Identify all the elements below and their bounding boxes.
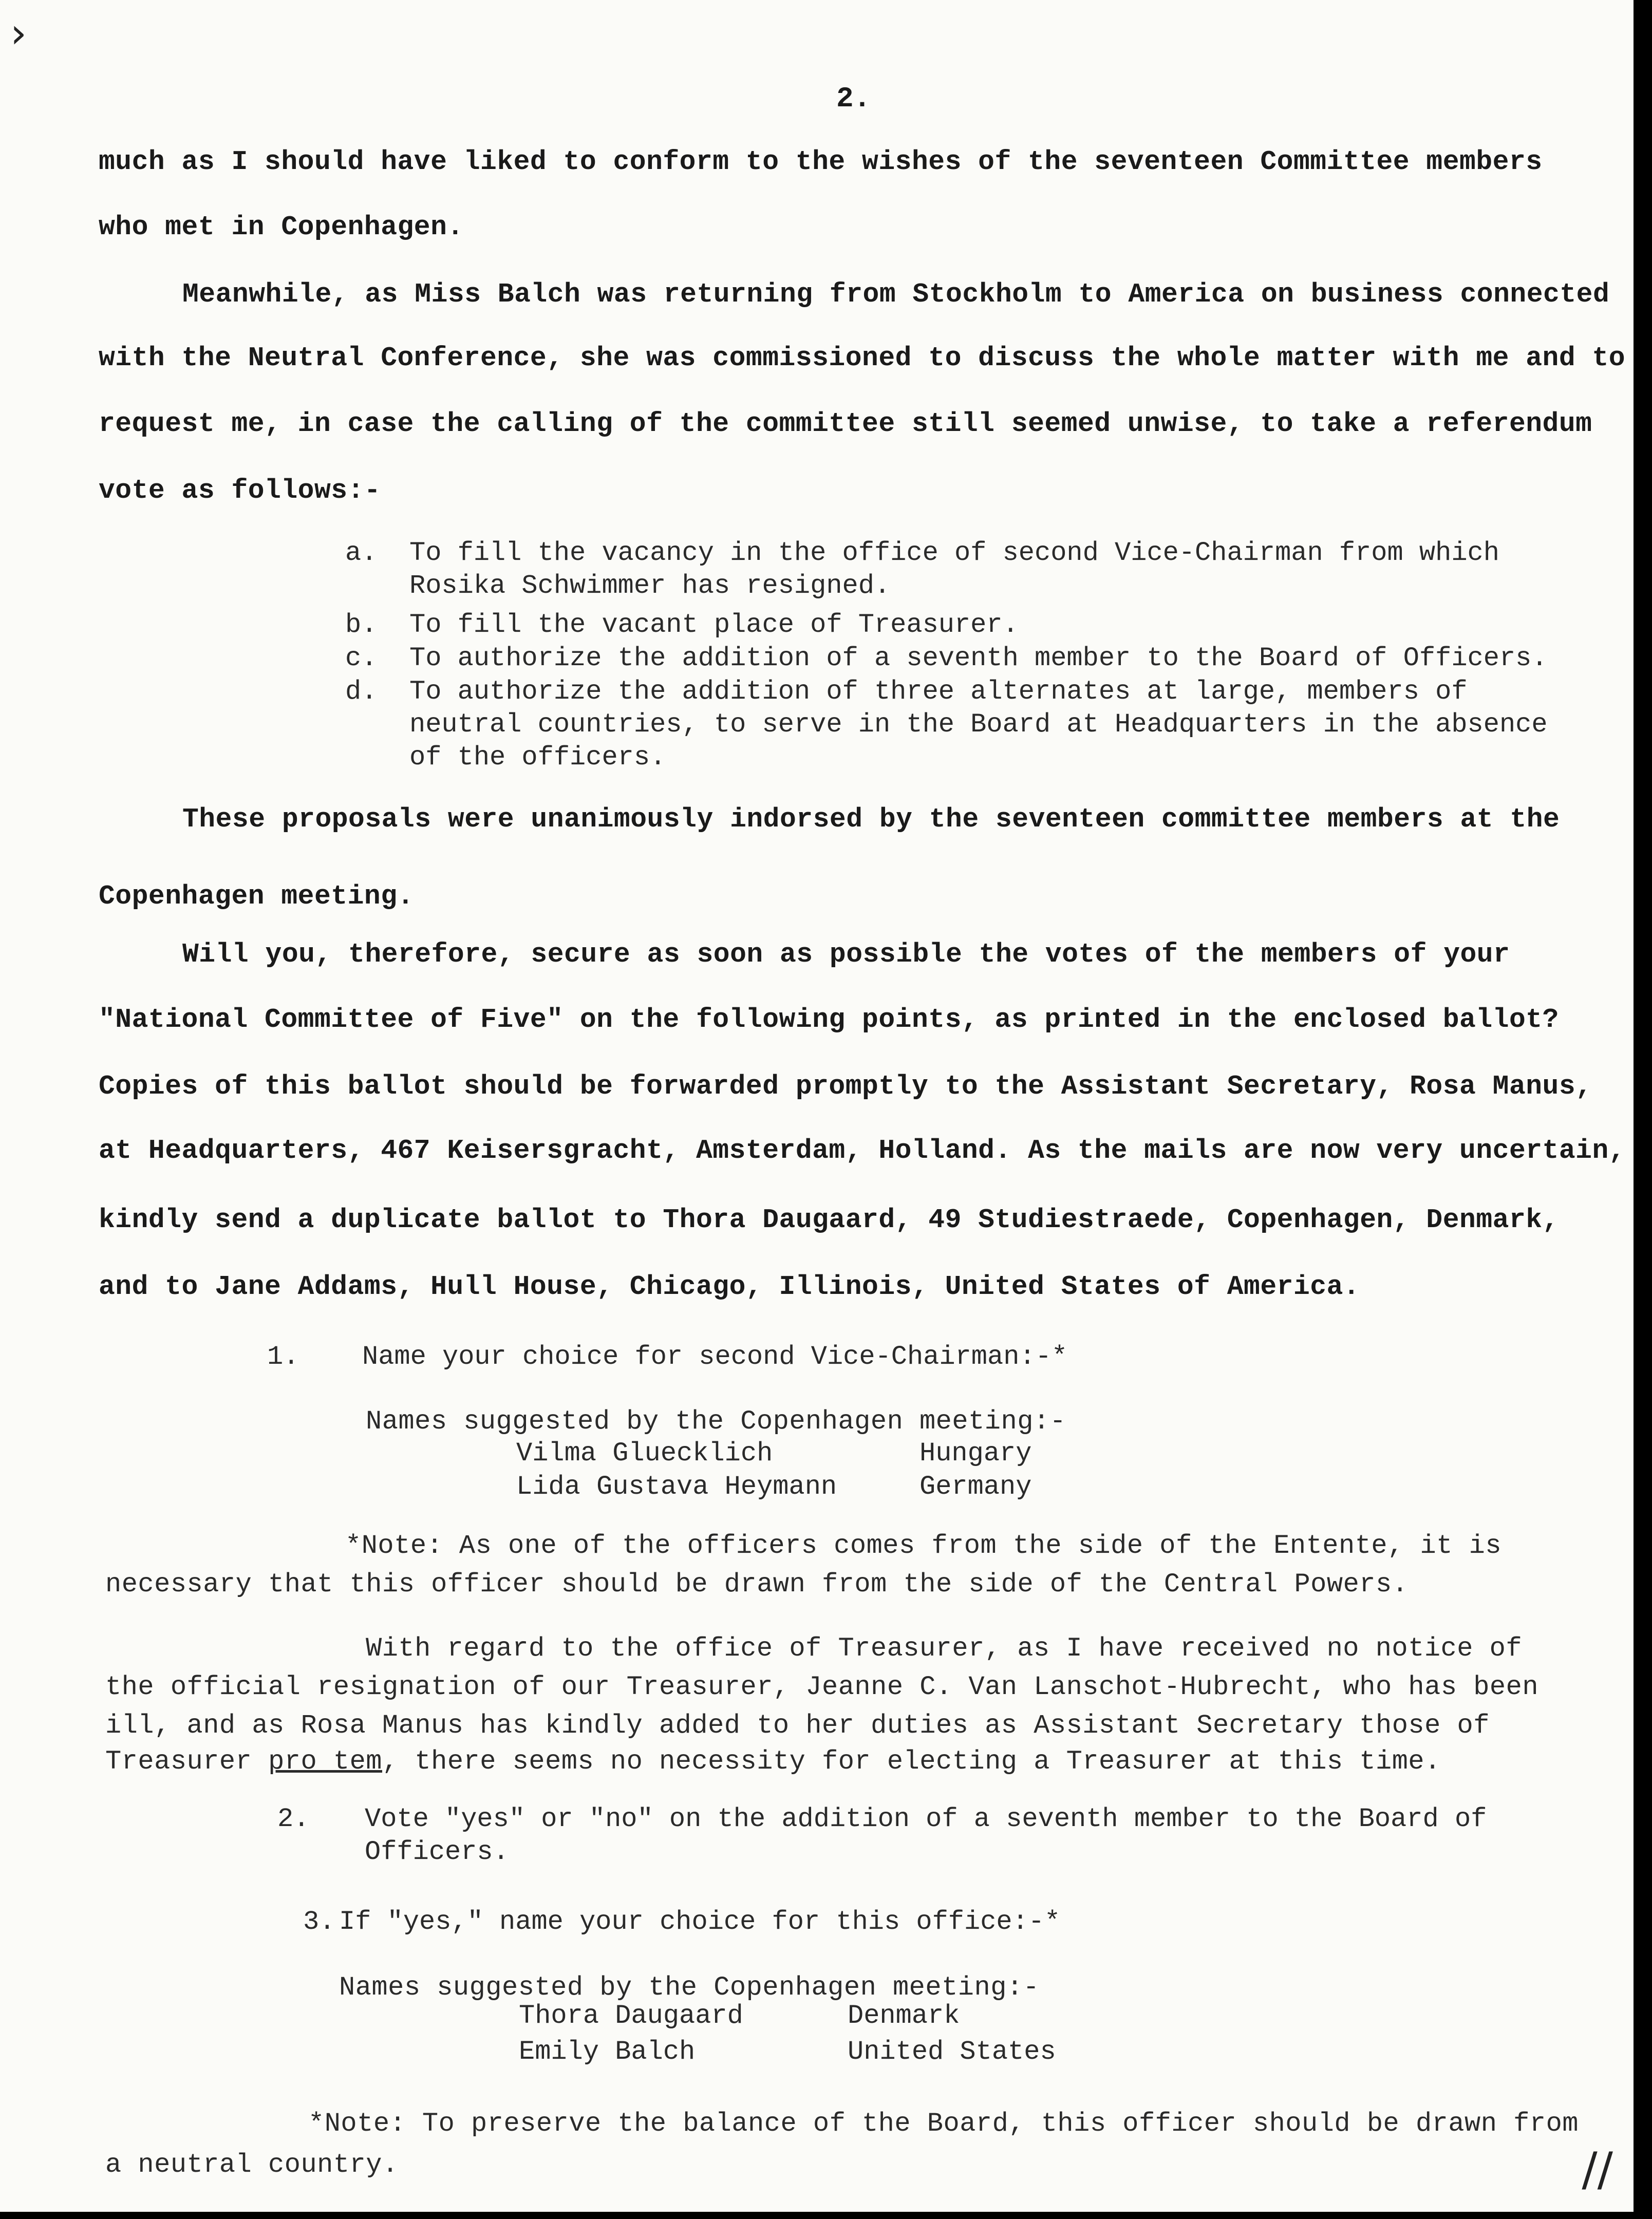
margin-mark-icon: // (1582, 2142, 1613, 2196)
paragraph-line: Copies of this ballot should be forwarded promptly to the Assistant Secretary, Rosa Manus, (99, 1071, 1592, 1102)
paragraph-line: much as I should have liked to conform to the wishes of the seventeen Committee members (99, 146, 1543, 177)
ballot-text: If "yes," name your choice for this office:-* (339, 1907, 1061, 1937)
paragraph-line: kindly send a duplicate ballot to Thora Daugaard, 49 Studiestraede, Copenhagen, Denmark, (99, 1205, 1559, 1235)
paragraph-line: who met in Copenhagen. (99, 212, 464, 242)
paragraph-line: with the Neutral Conference, she was commissioned to discuss the whole matter with me and to (99, 343, 1626, 373)
treasurer-paragraph-line (105, 1746, 1441, 1777)
proposal-text: To fill the vacancy in the office of second Vice-Chairman from which Rosika Schwimmer has resigned. (409, 538, 1499, 601)
treasurer-paragraph-line: ill, and as Rosa Manus has kindly added to her duties as Assistant Secretary those of (105, 1710, 1490, 1741)
ballot-marker: 2. (277, 1804, 310, 1834)
ballot-marker: 1. (267, 1342, 299, 1372)
paragraph-line: Will you, therefore, secure as soon as possible the votes of the members of your (182, 939, 1510, 970)
candidate-country: Germany (919, 1472, 1032, 1502)
note-line: necessary that this officer should be drawn from the side of the Central Powers. (105, 1569, 1409, 1600)
treasurer-paragraph-line: With regard to the office of Treasurer, as I have received no notice of (366, 1633, 1523, 1664)
proposal-marker: c. (345, 643, 378, 673)
paragraph-line: and to Jane Addams, Hull House, Chicago, Illinois, United States of America. (99, 1271, 1360, 1302)
margin-mark-icon: › (10, 9, 27, 57)
paragraph-line: These proposals were unanimously indorsed by the seventeen committee members at the (182, 804, 1560, 835)
treasurer-word: Treasurer (105, 1746, 252, 1777)
proposal-text: To authorize the addition of three alternates at large, members of neutral countries, to serve in the Board at Headquarters in the absence of the officers. (409, 676, 1548, 773)
proposal-text: To authorize the addition of a seventh member to the Board of Officers. (409, 643, 1548, 673)
ballot-marker: 3. (303, 1907, 335, 1937)
proposal-marker: d. (345, 676, 378, 707)
paragraph-line: at Headquarters, 467 Keisersgracht, Amsterdam, Holland. As the mails are now very uncertain, (99, 1135, 1626, 1166)
paragraph-line: Copenhagen meeting. (99, 881, 414, 912)
paragraph-line: vote as follows:- (99, 475, 381, 506)
ballot-text: Vote "yes" or "no" on the addition of a seventh member to the Board of Officers. (365, 1804, 1487, 1867)
candidate-name: Thora Daugaard (519, 2001, 743, 2031)
paragraph-line: "National Committee of Five" on the following points, as printed in the enclosed ballot? (99, 1004, 1559, 1035)
candidate-country: Denmark (848, 2001, 960, 2031)
candidate-country: United States (848, 2037, 1056, 2067)
note-line: a neutral country. (105, 2150, 399, 2180)
ballot-text: Name your choice for second Vice-Chairman:-* (362, 1342, 1068, 1372)
treasurer-paragraph-line: the official resignation of our Treasurer, Jeanne C. Van Lanschot-Hubrecht, who has been (105, 1672, 1539, 1702)
paragraph-line: request me, in case the calling of the committee still seemed unwise, to take a referendum (99, 408, 1592, 439)
names-heading: Names suggested by the Copenhagen meeting:- (366, 1406, 1066, 1437)
candidate-name: Lida Gustava Heymann (516, 1472, 837, 1502)
candidate-name: Emily Balch (519, 2037, 696, 2067)
names-heading: Names suggested by the Copenhagen meeting:- (339, 1972, 1040, 2003)
page-number: 2. (836, 82, 871, 115)
paragraph-line: Meanwhile, as Miss Balch was returning from Stockholm to America on business connected (182, 279, 1610, 310)
candidate-name: Vilma Gluecklich (516, 1438, 773, 1469)
proposal-marker: b. (345, 610, 378, 640)
treasurer-line-rest: , there seems no necessity for electing a Treasurer at this time. (382, 1746, 1441, 1777)
proposal-text: To fill the vacant place of Treasurer. (409, 610, 1019, 640)
pro-tem-underlined: pro tem (268, 1746, 383, 1777)
candidate-country: Hungary (919, 1438, 1032, 1469)
note-line: *Note: As one of the officers comes from the side of the Entente, it is (345, 1531, 1502, 1561)
proposal-marker: a. (345, 538, 378, 568)
note-line: *Note: To preserve the balance of the Board, this officer should be drawn from (308, 2109, 1579, 2139)
